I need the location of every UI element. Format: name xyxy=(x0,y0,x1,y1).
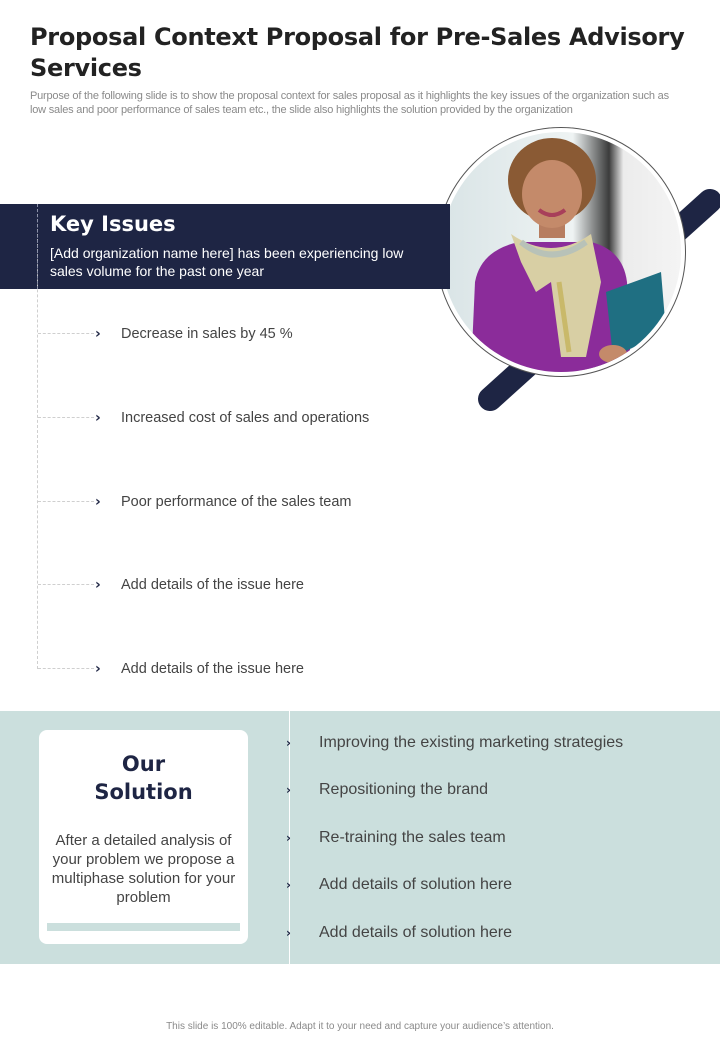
footer-note: This slide is 100% editable. Adapt it to your need and capture your audience’s attention. xyxy=(166,1021,554,1032)
solution-label: Add details of solution here xyxy=(319,876,513,893)
solution-title xyxy=(39,750,248,806)
connector-line xyxy=(38,501,94,502)
connector-line xyxy=(38,333,94,334)
solution-label: Repositioning the brand xyxy=(319,781,489,798)
chevron-right-icon: › xyxy=(286,831,291,845)
photo-content xyxy=(441,132,681,372)
solution-label: Add details of solution here xyxy=(319,924,513,941)
issue-item xyxy=(38,492,418,512)
key-issues-description: [Add organization name here] has been experiencing low sales volume for the past one year xyxy=(50,245,404,279)
issue-item xyxy=(38,659,418,679)
solution-label: Re-training the sales team xyxy=(319,829,506,846)
page-subtitle: Purpose of the following slide is to show the proposal context for sales proposal as it highlights the key issues of the organization such as low sales and poor performance of sales team etc., the slide also highlights the solution provided by the organization xyxy=(30,90,669,116)
chevron-right-icon: › xyxy=(95,410,101,426)
solution-item xyxy=(286,828,706,848)
issue-label: Add details of the issue here xyxy=(121,577,304,593)
issue-label: Decrease in sales by 45 % xyxy=(121,326,293,342)
issue-label: Poor performance of the sales team xyxy=(121,494,352,510)
solution-item xyxy=(286,875,706,895)
solution-title-text: Our Solution xyxy=(94,752,193,804)
solution-item xyxy=(286,780,706,800)
person-photo xyxy=(436,127,686,377)
solution-label: Improving the existing marketing strategies xyxy=(319,734,624,751)
chevron-right-icon: › xyxy=(95,577,101,593)
page-title: Proposal Context Proposal for Pre-Sales Advisory Services xyxy=(30,23,685,82)
solution-card-bar xyxy=(47,923,240,931)
solution-item xyxy=(286,923,706,943)
chevron-right-icon: › xyxy=(95,494,101,510)
chevron-right-icon: › xyxy=(286,878,291,892)
issue-item xyxy=(38,408,418,428)
chevron-right-icon: › xyxy=(286,736,291,750)
solution-description: After a detailed analysis of your problem we propose a multiphase solution for your problem xyxy=(51,832,236,906)
connector-line xyxy=(38,417,94,418)
solution-item xyxy=(286,733,706,753)
issue-label: Increased cost of sales and operations xyxy=(121,410,370,426)
issue-label: Add details of the issue here xyxy=(121,661,304,677)
connector-line xyxy=(38,584,94,585)
person-illustration xyxy=(441,132,681,372)
connector-line xyxy=(38,668,94,669)
chevron-right-icon: › xyxy=(286,783,291,797)
issue-item xyxy=(38,575,418,595)
key-issues-title: Key Issues xyxy=(50,212,176,236)
chevron-right-icon: › xyxy=(95,326,101,342)
chevron-right-icon: › xyxy=(286,926,291,940)
chevron-right-icon: › xyxy=(95,661,101,677)
timeline-line-top xyxy=(37,204,38,289)
issue-item xyxy=(38,324,418,344)
